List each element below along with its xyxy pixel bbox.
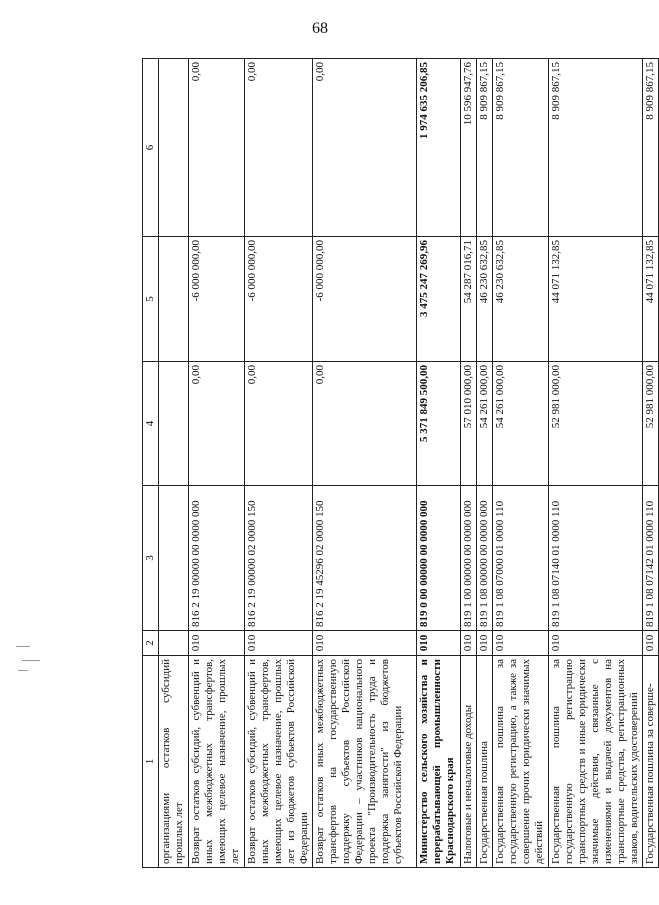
column-header: 4	[143, 362, 159, 486]
row-code: 010	[417, 631, 461, 656]
row-col5: 44 071 132,85	[549, 237, 643, 362]
row-code: 010	[477, 631, 493, 656]
row-name: Государственная пошлина за соверше-	[643, 656, 659, 868]
row-name: Государственная пошлина за государственную регистрацию, а также за совершение прочих юридически значимых действий	[493, 656, 549, 868]
row-name: Возврат остатков субсидий, субвенций и иных межбюджетных трансфертов, имеющих целевое назначение, прошлых лет из бюджетов субъектов Российской Федерации	[245, 656, 313, 868]
table-row	[313, 59, 417, 868]
row-name: Возврат остатков иных межбюджетных трансфертов на государственную поддержку субъектов Российской Федерации – участников национального проекта "Производительность труда и поддержка занятости" из бюджетов субъектов Российской Федерации	[313, 656, 417, 868]
row-col5: 44 071 132,85	[643, 237, 659, 362]
table-row	[159, 59, 189, 868]
row-name: Министерство сельского хозяйства и перерабатывающей промышленности Краснодарского края	[417, 656, 461, 868]
row-col4: 0,00	[313, 362, 417, 486]
table-row	[493, 59, 549, 868]
row-code	[159, 631, 189, 656]
row-code: 010	[461, 631, 477, 656]
page-number: 68	[312, 20, 328, 37]
row-col4: 52 981 000,00	[643, 362, 659, 486]
budget-table	[142, 58, 659, 868]
table-row	[189, 59, 245, 868]
row-col6: 8 909 867,15	[477, 59, 493, 237]
table-row	[461, 59, 477, 868]
row-kbk: 819 1 08 07140 01 0000 110	[549, 486, 643, 631]
row-col4: 0,00	[189, 362, 245, 486]
row-col6: 0,00	[189, 59, 245, 237]
column-header: 3	[143, 486, 159, 631]
row-code: 010	[313, 631, 417, 656]
row-col5	[159, 237, 189, 362]
row-code: 010	[549, 631, 643, 656]
row-kbk: 819 1 08 07000 01 0000 110	[493, 486, 549, 631]
column-header: 6	[143, 59, 159, 237]
row-col4: 0,00	[245, 362, 313, 486]
row-col5: 3 475 247 269,96	[417, 237, 461, 362]
table-row	[417, 59, 461, 868]
row-col4: 57 010 000,00	[461, 362, 477, 486]
row-name: Налоговые и неналоговые доходы	[461, 656, 477, 868]
row-col5: -6 000 000,00	[245, 237, 313, 362]
header-row	[143, 59, 159, 868]
row-code: 010	[245, 631, 313, 656]
row-col5: -6 000 000,00	[189, 237, 245, 362]
row-col5: -6 000 000,00	[313, 237, 417, 362]
row-col5: 46 230 632,85	[477, 237, 493, 362]
row-name: Государственная пошлина за государственную регистрацию транспортных средств и иные юридически значимые действия, связанные с изменениями и выдачей документов на транспортные средства, регистрационных знаков, водительских удостоверений	[549, 656, 643, 868]
table-row	[643, 59, 659, 868]
row-col6: 0,00	[245, 59, 313, 237]
row-code: 010	[189, 631, 245, 656]
row-col6: 0,00	[313, 59, 417, 237]
row-col6: 10 596 947,76	[461, 59, 477, 237]
row-col6	[159, 59, 189, 237]
table-row	[477, 59, 493, 868]
row-code: 010	[643, 631, 659, 656]
row-col6: 1 974 635 206,85	[417, 59, 461, 237]
row-kbk: 816 2 19 45296 02 0000 150	[313, 486, 417, 631]
table-row	[245, 59, 313, 868]
column-header: 5	[143, 237, 159, 362]
row-name: организациями остатков субсидий прошлых лет	[159, 656, 189, 868]
row-col5: 54 287 016,71	[461, 237, 477, 362]
scan-marks	[16, 640, 42, 680]
row-kbk: 816 2 19 00000 00 0000 000	[189, 486, 245, 631]
row-col6: 8 909 867,15	[643, 59, 659, 237]
table-row	[549, 59, 643, 868]
row-kbk: 819 1 08 07142 01 0000 110	[643, 486, 659, 631]
row-col4: 54 261 000,00	[493, 362, 549, 486]
row-name: Возврат остатков субсидий, субвенций и иных межбюджетных трансфертов, имеющих целевое назначение, прошлых лет	[189, 656, 245, 868]
row-col4: 52 981 000,00	[549, 362, 643, 486]
row-kbk: 819 0 00 00000 00 0000 000	[417, 486, 461, 631]
row-kbk: 819 1 00 00000 00 0000 000	[461, 486, 477, 631]
row-kbk: 816 2 19 00000 02 0000 150	[245, 486, 313, 631]
row-kbk	[159, 486, 189, 631]
row-col4: 54 261 000,00	[477, 362, 493, 486]
row-col5: 46 230 632,85	[493, 237, 549, 362]
row-code: 010	[493, 631, 549, 656]
column-header: 2	[143, 631, 159, 656]
rotated-table-container	[142, 59, 656, 868]
column-header: 1	[143, 656, 159, 868]
row-name: Государственная пошлина	[477, 656, 493, 868]
row-col6: 8 909 867,15	[549, 59, 643, 237]
row-col4: 5 371 849 500,00	[417, 362, 461, 486]
row-kbk: 819 1 08 00000 00 0000 000	[477, 486, 493, 631]
row-col6: 8 909 867,15	[493, 59, 549, 237]
row-col4	[159, 362, 189, 486]
